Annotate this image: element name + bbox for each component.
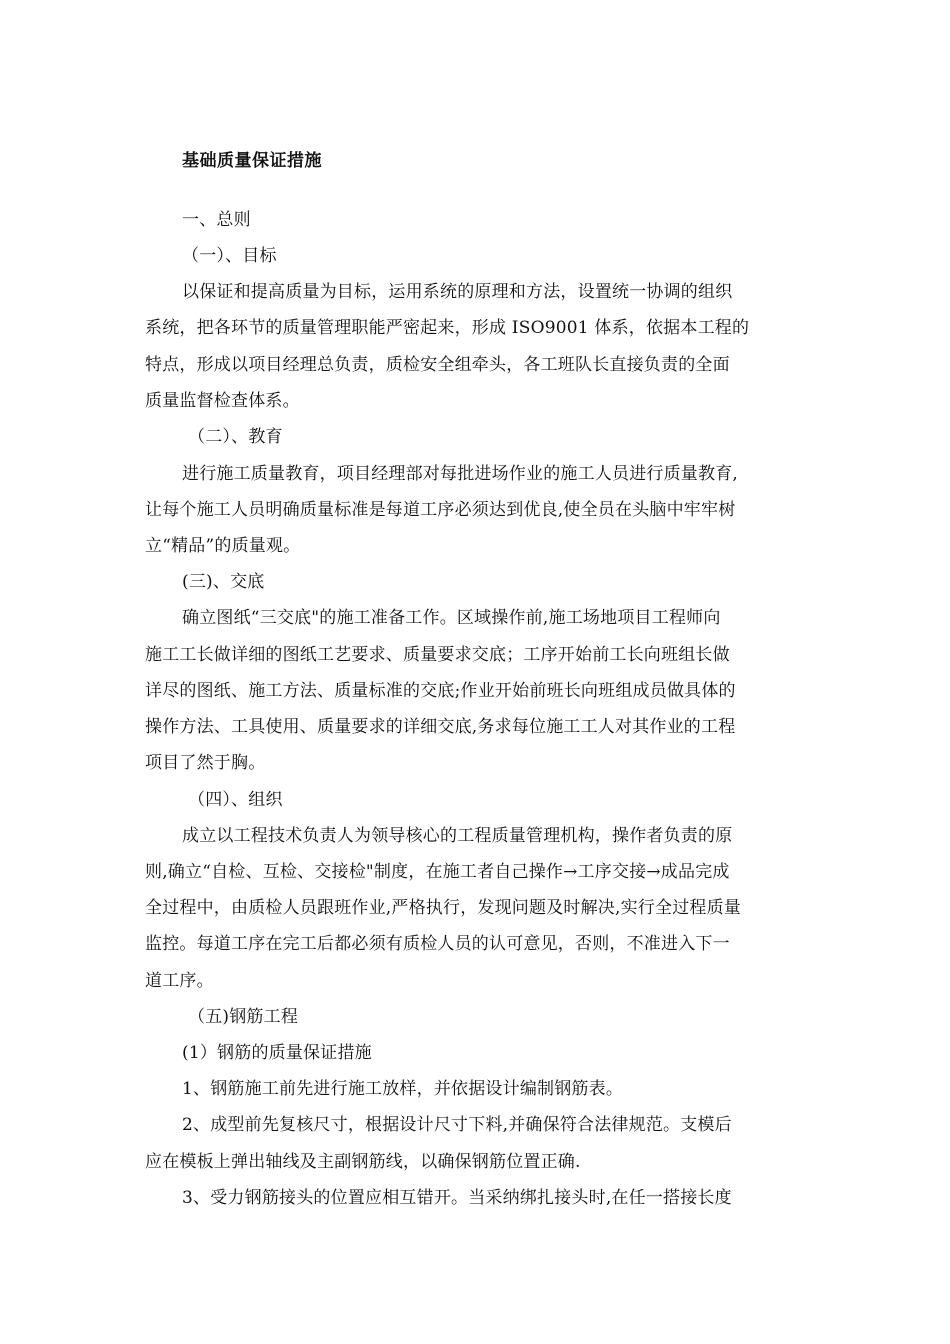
document-title: 基础质量保证措施 — [182, 151, 322, 171]
paragraph-line: 全过程中，由质检人员跟班作业,严格执行，发现问题及时解决,实行全过程质量 — [145, 898, 742, 918]
list-item: 1、钢筋施工前先进行施工放样，并依据设计编制钢筋表。 — [182, 1079, 624, 1099]
subsection-heading: （五)钢筋工程 — [188, 1007, 299, 1027]
paragraph-line: 监控。每道工序在完工后都必须有质检人员的认可意见，否则，不准进入下一 — [145, 934, 730, 954]
paragraph-line: 质量监督检查体系。 — [145, 391, 300, 411]
paragraph-line: 立“精品”的质量观。 — [145, 536, 301, 556]
list-item: 3、受力钢筋接头的位置应相互错开。当采纳绑扎接头时,在任一搭接长度 — [182, 1188, 732, 1208]
item-heading: (1）钢筋的质量保证措施 — [182, 1043, 372, 1063]
paragraph-line: 施工工长做详细的图纸工艺要求、质量要求交底；工序开始前工长向班组长做 — [145, 645, 730, 665]
subsection-heading: （一）、目标 — [182, 246, 277, 266]
paragraph-line: 操作方法、工具使用、质量要求的详细交底,务求每位施工工人对其作业的工程 — [145, 717, 736, 737]
paragraph-line: 项目了然于胸。 — [145, 753, 266, 773]
paragraph-line: 应在模板上弹出轴线及主副钢筋线，以确保钢筋位置正确. — [145, 1152, 581, 1172]
paragraph-line: 进行施工质量教育，项目经理部对每批进场作业的施工人员进行质量教育, — [182, 464, 739, 484]
paragraph-line: 以保证和提高质量为目标，运用系统的原理和方法，设置统一协调的组织 — [182, 282, 733, 302]
paragraph-line: 道工序。 — [145, 971, 214, 991]
subsection-heading: （四）、组织 — [188, 790, 283, 810]
paragraph-line: 成立以工程技术负责人为领导核心的工程质量管理机构，操作者负责的原 — [182, 826, 733, 846]
list-item: 2、成型前先复核尺寸，根据设计尺寸下料,并确保符合法律规范。支模后 — [182, 1115, 732, 1135]
subsection-heading: (三)、交底 — [182, 572, 265, 592]
paragraph-line: 确立图纸“三交底"的施工准备工作。区域操作前,施工场地项目工程师向 — [182, 608, 721, 628]
subsection-heading: （二）、教育 — [188, 427, 283, 447]
paragraph-line: 特点，形成以项目经理总负责，质检安全组牵头，各工班队长直接负责的全面 — [145, 355, 730, 375]
section-heading: 一、总则 — [182, 210, 251, 230]
paragraph-line: 系统，把各环节的质量管理职能严密起来，形成 ISO9001 体系，依据本工程的 — [145, 318, 750, 338]
paragraph-line: 详尽的图纸、施工方法、质量标准的交底;作业开始前班长向班组成员做具体的 — [145, 681, 736, 701]
paragraph-line: 则,确立“自检、互检、交接检"制度，在施工者自己操作→工序交接→成品完成 — [145, 862, 730, 882]
paragraph-line: 让每个施工人员明确质量标准是每道工序必须达到优良,使全员在头脑中牢牢树 — [145, 500, 736, 520]
